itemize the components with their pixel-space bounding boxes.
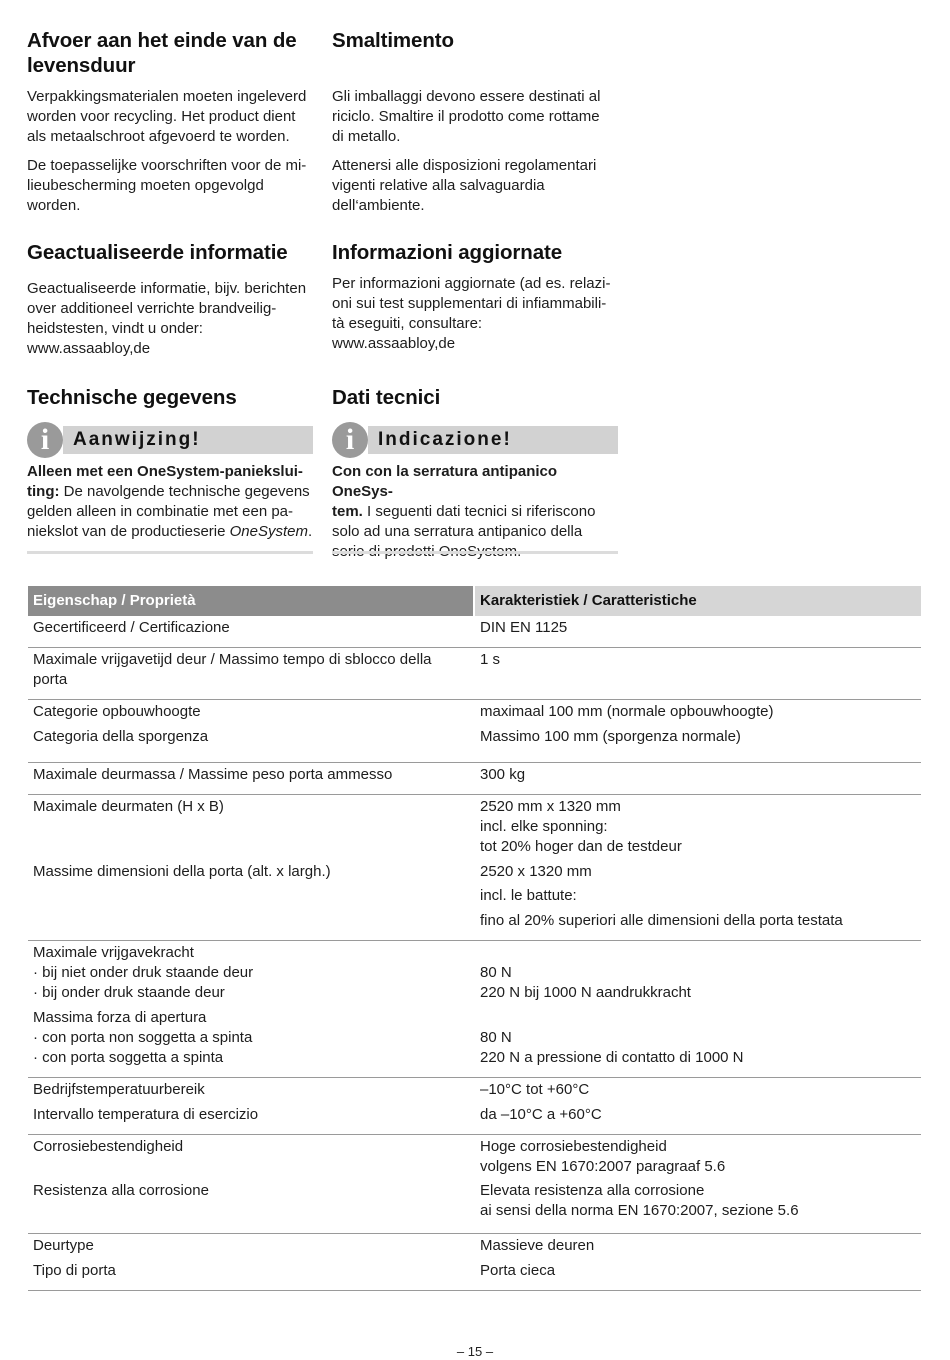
note-banner [332,424,618,454]
table-row [28,763,921,795]
note-divider [27,551,313,554]
text-line: Attenersi alle disposizioni regolamentari [332,157,597,174]
text-line: tà eseguiti, consultare: [332,315,483,332]
text-line: oni sui test supplementari di infiammabili- [332,295,607,312]
cell-text: Massieve deuren [480,1237,595,1254]
note-bold: Alleen met een OneSystem-paniekslui- [27,463,303,480]
disposal-title-line-2: levensduur [27,54,136,77]
table-row [28,1135,921,1234]
info-icon: i [332,422,368,458]
text-line: vigenti relative alla salvaguardia [332,177,545,194]
tech-data-title: Technische gegevens [27,386,237,409]
cell-text: incl. le battute: [480,887,577,904]
header-characteristic: Karakteristiek / Caratteristiche [475,586,921,616]
updated-info-title: Geactualiseerde informatie [27,241,288,264]
text-line: als metaalschroot afgevoerd te worden. [27,128,290,145]
product-name: OneSystem [229,523,308,540]
cell-text: 300 kg [480,766,526,783]
disposal-title [27,28,317,78]
cell-text: 80 N [480,1029,512,1046]
cell-text: maximaal 100 mm (normale opbouwhoogte) [480,703,774,720]
cell-text: Elevata resistenza alla corrosione [480,1182,705,1199]
updated-info-title: Informazioni aggiornate [332,241,563,264]
text-line: I seguenti dati tecnici si riferiscono [362,503,596,520]
cell-text: Categoria della sporgenza [33,728,209,745]
cell-text: Maximale vrijgavetijd deur / Massimo tempo di sblocco della [33,651,432,668]
cell-text: da –10°C a +60°C [480,1106,602,1123]
text-line: worden voor recycling. Het product dient [27,108,296,125]
note-bold: tem. [332,503,363,520]
cell-text: tot 20% hoger dan de testdeur [480,838,682,855]
cell-text: 2520 mm x 1320 mm [480,798,621,815]
note-divider [332,551,618,554]
cell-text: Hoge corrosiebestendigheid [480,1138,667,1155]
page-number: – 15 – [456,1344,494,1359]
disposal-title-line-1: Afvoer aan het einde van de [27,29,297,52]
cell-text: Massimo 100 mm (sporgenza normale) [480,728,741,745]
table-header [28,586,921,616]
cell-text: Bedrijfstemperatuurbereik [33,1081,205,1098]
website-text: www.assaabloy,de [332,335,456,352]
text-line: . [308,523,313,540]
website-text: www.assaabloy,de [27,340,151,357]
note-text [27,462,317,542]
note-bold: ting: [27,483,60,500]
note-text [332,462,622,562]
tech-data-title: Dati tecnici [332,386,441,409]
text-line: Per informazioni aggiornate (ad es. relazi- [332,275,611,292]
cell-text: Massima forza di apertura [33,1009,207,1026]
text-line: lieubescherming moeten opgevolgd [27,177,264,194]
cell-text: Corrosiebestendigheid [33,1138,184,1155]
text-line: di metallo. [332,128,401,145]
disposal-paragraph-2 [27,156,317,216]
text-line: niekslot van de productieserie [27,523,230,540]
disposal-paragraph-2 [332,156,622,216]
table-row [28,1078,921,1135]
table-row [28,616,921,648]
updated-info-paragraph [27,279,317,359]
cell-text: DIN EN 1125 [480,619,568,636]
cell-text: Maximale vrijgavekracht [33,944,194,961]
text-line: worden. [27,197,81,214]
disposal-paragraph-1 [332,87,622,147]
cell-text: –10°C tot +60°C [480,1081,590,1098]
text-line: De toepasselijke voorschriften voor de mi- [27,157,307,174]
cell-text: Maximale deurmaten (H x B) [33,798,224,815]
cell-text: Tipo di porta [33,1262,116,1279]
table-row [28,700,921,763]
cell-text: 220 N bij 1000 N aandrukkracht [480,984,691,1001]
cell-text: Gecertificeerd / Certificazione [33,619,230,636]
cell-text: Porta cieca [480,1262,556,1279]
text-line: Geactualiseerde informatie, bijv. berichten [27,280,307,297]
table-row [28,1234,921,1291]
cell-text: 2520 x 1320 mm [480,863,592,880]
specifications-table [28,586,921,1291]
table-row [28,648,921,700]
text-line: De navolgende technische gegevens [59,483,310,500]
cell-text: Massime dimensioni della porta (alt. x largh.) [33,863,331,880]
cell-text: Resistenza alla corrosione [33,1182,209,1199]
cell-text: ai sensi della norma EN 1670:2007, sezione 5.6 [480,1202,799,1219]
text-line: heidstesten, vindt u onder: [27,320,203,337]
cell-text: 1 s [480,651,501,668]
cell-text: Deurtype [33,1237,94,1254]
cell-text: · con porta soggetta a spinta [33,1049,224,1066]
header-property: Eigenschap / Proprietà [28,586,473,616]
note-label: Aanwijzing! [73,429,201,450]
note-label: Indicazione! [378,429,512,450]
text-line: riciclo. Smaltire il prodotto come rottame [332,108,600,125]
cell-text: Categorie opbouwhoogte [33,703,201,720]
text-line: gelden alleen in combinatie met een pa- [27,503,294,520]
disposal-title: Smaltimento [332,29,454,52]
cell-text: porta [33,671,68,688]
text-line: Gli imballaggi devono essere destinati al [332,88,601,105]
cell-text: volgens EN 1670:2007 paragraaf 5.6 [480,1158,726,1175]
cell-text: · bij onder druk staande deur [33,984,225,1001]
cell-text: · con porta non soggetta a spinta [33,1029,253,1046]
cell-text: · bij niet onder druk staande deur [33,964,254,981]
cell-text: Maximale deurmassa / Massime peso porta ammesso [33,766,393,783]
note-bold: Con con la serratura antipanico OneSys- [332,463,558,500]
cell-text: incl. elke sponning: [480,818,608,835]
disposal-paragraph-1 [27,87,317,147]
text-line: dell‘ambiente. [332,197,425,214]
text-line: Verpakkingsmaterialen moeten ingeleverd [27,88,307,105]
cell-text: Intervallo temperatura di esercizio [33,1106,259,1123]
note-banner [27,424,313,454]
table-body [28,616,921,1291]
cell-text: 80 N [480,964,512,981]
table-row [28,795,921,941]
info-icon: i [27,422,63,458]
cell-text: 220 N a pressione di contatto di 1000 N [480,1049,744,1066]
cell-text: fino al 20% superiori alle dimensioni della porta testata [480,912,843,929]
text-line: solo ad una serratura antipanico della [332,523,583,540]
updated-info-paragraph [332,274,622,354]
table-row [28,941,921,1078]
text-line: over additioneel verrichte brandveilig- [27,300,277,317]
